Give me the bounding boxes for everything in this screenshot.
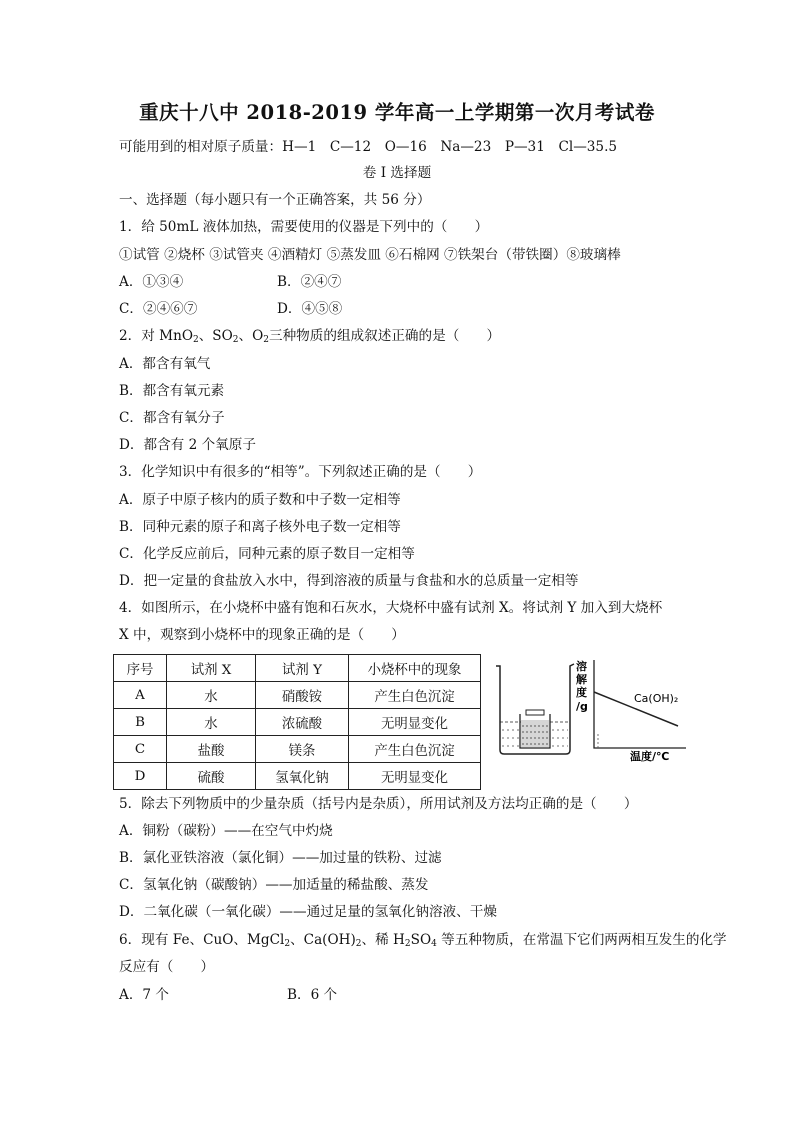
table-header-row	[114, 655, 481, 682]
graph-ylabel: 度	[576, 686, 587, 699]
q5-option-d: D．二氧化碳（一氧化碳）——通过足量的氢氧化钠溶液、干燥	[119, 904, 497, 920]
q6-option-a: A．7 个	[119, 987, 169, 1003]
q6-stem-part: 、稀 H	[361, 932, 405, 948]
table-cell: 镁条	[256, 736, 349, 763]
q1-option-b: B．②④⑦	[277, 274, 342, 290]
q1-items: ①试管 ②烧杯 ③试管夹 ④酒精灯 ⑤蒸发皿 ⑥石棉网 ⑦铁架台（带铁圈）⑧玻璃棒	[119, 247, 621, 263]
q6-stem-line1	[119, 930, 727, 950]
q2-subscript: 2	[192, 335, 199, 345]
table-cell: 硫酸	[167, 763, 256, 790]
volume-title: 卷 I 选择题	[362, 165, 432, 181]
q2-stem-part: 、SO	[198, 328, 233, 344]
table-cell: 产生白色沉淀	[349, 682, 481, 709]
q1-option-c: C．②④⑥⑦	[119, 301, 198, 317]
q2-option-c: C．都含有氧分子	[119, 410, 225, 426]
page-title: 重庆十八中 2018-2019 学年高一上学期第一次月考试卷	[139, 101, 655, 124]
q2-stem-part: 、O	[238, 328, 264, 344]
table-row	[114, 763, 481, 790]
table-cell: 水	[167, 682, 256, 709]
table-cell: A	[114, 682, 167, 709]
q2-stem-part: 2．对 MnO	[119, 328, 193, 344]
q3-option-b: B．同种元素的原子和离子核外电子数一定相等	[119, 519, 401, 535]
q6-stem-part: 6．现有 Fe、CuO、MgCl	[119, 932, 285, 948]
graph-curve-label: Ca(OH)₂	[634, 692, 679, 705]
q3-option-c: C．化学反应前后，同种元素的原子数目一定相等	[119, 546, 415, 562]
q5-stem: 5．除去下列物质中的少量杂质（括号内是杂质），所用试剂及方法均正确的是（ ）	[119, 796, 638, 812]
q6-option-b: B．6 个	[287, 987, 338, 1003]
q6-subscript: 2	[355, 939, 362, 949]
graph-ylabel: 解	[576, 673, 587, 686]
q6-subscript: 4	[431, 939, 437, 949]
q5-option-c: C．氢氧化钠（碳酸钠）——加适量的稀盐酸、蒸发	[119, 877, 429, 893]
q1-option-d: D．④⑤⑧	[277, 301, 343, 317]
q3-option-a: A．原子中原子核内的质子数和中子数一定相等	[119, 492, 401, 508]
q4-table	[113, 654, 481, 790]
q5-option-a: A．铜粉（碳粉）——在空气中灼烧	[119, 823, 333, 839]
table-cell: 氢氧化钠	[256, 763, 349, 790]
q2-option-a: A．都含有氧气	[119, 356, 211, 372]
q3-option-d: D．把一定量的食盐放入水中，得到溶液的质量与食盐和水的总质量一定相等	[119, 573, 579, 589]
q2-subscript: 2	[232, 335, 239, 345]
q6-stem-part: 等五种物质，在常温下它们两两相互发生的化学	[436, 932, 727, 948]
q1-option-a: A．①③④	[119, 274, 184, 290]
table-row	[114, 682, 481, 709]
table-cell: 无明显变化	[349, 763, 481, 790]
q6-stem-line2: 反应有（ ）	[119, 959, 215, 975]
atomic-masses: 可能用到的相对原子质量：H—1 C—12 O—16 Na—23 P—31 Cl—35.5	[119, 139, 618, 155]
table-header-cell: 试剂 Y	[256, 655, 349, 682]
table-cell: 硝酸铵	[256, 682, 349, 709]
graph-ylabel: 溶	[576, 660, 587, 673]
q1-stem: 1．给 50mL 液体加热，需要使用的仪器是下列中的（ ）	[119, 219, 489, 235]
table-cell: 浓硫酸	[256, 709, 349, 736]
q2-stem-part: 三种物质的组成叙述正确的是（ ）	[269, 328, 501, 344]
table-cell: 水	[167, 709, 256, 736]
solubility-graph	[576, 659, 686, 763]
q4-stem-line1: 4．如图所示，在小烧杯中盛有饱和石灰水，大烧杯中盛有试剂 X。将试剂 Y 加入到大烧杯	[119, 600, 663, 616]
q2-option-d: D．都含有 2 个氧原子	[119, 437, 256, 453]
section-title: 一、选择题（每小题只有一个正确答案，共 56 分）	[119, 192, 431, 208]
q6-stem-part: 、Ca(OH)	[290, 932, 356, 948]
table-cell: C	[114, 736, 167, 763]
table-row	[114, 736, 481, 763]
table-header-cell: 小烧杯中的现象	[349, 655, 481, 682]
q6-subscript: 2	[404, 939, 411, 949]
table-cell: D	[114, 763, 167, 790]
table-header-cell: 序号	[114, 655, 167, 682]
graph-ylabel: /g	[576, 700, 588, 713]
q4-figure	[490, 652, 700, 764]
table-row	[114, 709, 481, 736]
table-cell: 产生白色沉淀	[349, 736, 481, 763]
table-header-cell: 试剂 X	[167, 655, 256, 682]
small-beaker-icon	[520, 710, 550, 748]
table-cell: B	[114, 709, 167, 736]
q5-option-b: B．氯化亚铁溶液（氯化铜）——加过量的铁粉、过滤	[119, 850, 442, 866]
q4-stem-line2: X 中，观察到小烧杯中的现象正确的是（ ）	[119, 627, 405, 643]
q2-stem	[119, 326, 500, 346]
q6-stem-part: SO	[410, 932, 432, 948]
q3-stem: 3．化学知识中有很多的“相等”。下列叙述正确的是（ ）	[119, 464, 482, 480]
q2-subscript: 2	[263, 335, 269, 345]
table-cell: 无明显变化	[349, 709, 481, 736]
q6-subscript: 2	[284, 939, 291, 949]
q2-option-b: B．都含有氧元素	[119, 383, 225, 399]
table-cell: 盐酸	[167, 736, 256, 763]
graph-xlabel: 温度/℃	[630, 750, 670, 763]
